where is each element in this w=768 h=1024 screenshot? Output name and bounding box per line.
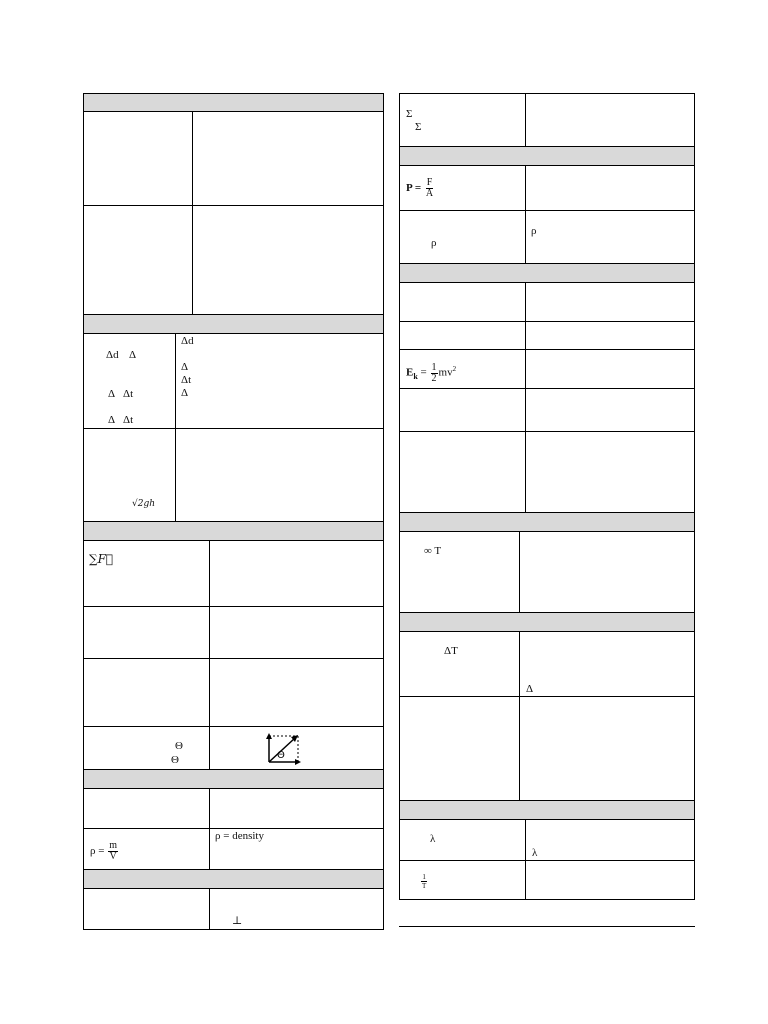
row-label-cell [400, 389, 526, 431]
section-header-waves [399, 801, 695, 820]
delta-symbol: Δ [108, 388, 116, 400]
delta-d-symbol: Δd [106, 349, 119, 361]
delta-t-symbol: Δt [181, 374, 192, 386]
table-row [399, 166, 695, 211]
row-content-cell [526, 94, 694, 146]
table-row [83, 429, 384, 522]
fraction-m-over-v [108, 841, 118, 862]
row-content-cell [526, 820, 694, 860]
rho-symbol: ρ [531, 225, 537, 237]
row-label-cell [84, 541, 210, 606]
table-row [83, 206, 384, 315]
table-row [83, 334, 384, 429]
squared-exponent: 2 [452, 365, 457, 373]
row-content-cell [526, 322, 694, 349]
table-row [83, 659, 384, 727]
row-label-cell [84, 429, 176, 521]
table-row [83, 889, 384, 930]
bottom-rule [399, 926, 695, 927]
row-label-cell [84, 607, 210, 658]
table-row [399, 283, 695, 322]
table-row [83, 607, 384, 659]
row-label-cell [84, 659, 210, 726]
row-label-cell [84, 889, 210, 929]
row-content-cell [210, 541, 383, 606]
delta-symbol: Δ [181, 361, 189, 373]
section-header-pressure [399, 147, 695, 166]
table-row [399, 820, 695, 861]
pressure-equals: P = [406, 182, 422, 195]
table-row [399, 532, 695, 613]
perpendicular-symbol: ⊥ [232, 915, 243, 927]
section-header-1 [83, 93, 384, 112]
proportional-t: ∞ T [424, 545, 442, 557]
row-label-cell [400, 322, 526, 349]
delta-d-symbol: Δd [181, 335, 194, 347]
table-row [83, 727, 384, 770]
section-header-density [83, 770, 384, 789]
left-column [83, 93, 384, 930]
row-label-cell [84, 334, 176, 428]
fraction-one-over-t [421, 873, 427, 890]
row-content-cell [526, 389, 694, 431]
period-symbol: T [422, 882, 427, 890]
delta-t-symbol: Δt [123, 414, 134, 426]
ek-symbol: E [406, 366, 414, 379]
row-content-cell [526, 861, 694, 899]
row-label-cell [400, 861, 526, 899]
row-content-cell [526, 166, 694, 210]
lambda-symbol: λ [430, 833, 436, 845]
section-header-last [83, 870, 384, 889]
table-row [83, 829, 384, 870]
row-content-cell [520, 697, 694, 800]
row-content-cell [526, 211, 694, 263]
density-note: ρ = density [215, 830, 264, 842]
section-header-gas [399, 513, 695, 532]
row-content-cell [526, 283, 694, 321]
row-label-cell [400, 697, 520, 800]
vector-components-diagram [263, 732, 303, 766]
row-label-cell [84, 829, 210, 869]
force-symbol: F [426, 177, 433, 188]
row-content-cell [210, 727, 383, 769]
right-column [399, 93, 695, 900]
row-content-cell [210, 829, 383, 869]
row-label-cell [84, 112, 193, 205]
section-header-dynamics [83, 522, 384, 541]
row-content-cell [526, 350, 694, 388]
sqrt-2gh-formula: √2gh [132, 499, 156, 509]
section-header-kinematics [83, 315, 384, 334]
row-content-cell [176, 429, 383, 521]
row-content-cell [520, 532, 694, 612]
numerator-one: 1 [422, 873, 426, 881]
sigma-symbol: Σ [406, 108, 413, 120]
rho-equals: ρ = [90, 845, 105, 858]
row-label-cell [400, 166, 526, 210]
fraction-one-half [431, 363, 438, 384]
table-row [83, 541, 384, 607]
row-label-cell [400, 94, 526, 146]
row-label-cell [84, 789, 210, 828]
delta-symbol: Δ [526, 683, 534, 695]
mass-symbol: m [109, 840, 117, 851]
delta-symbol: Δ [129, 349, 137, 361]
kinetic-energy-formula [406, 362, 456, 384]
numerator-one: 1 [431, 361, 437, 373]
row-content-cell [193, 206, 383, 314]
delta-t-symbol: Δt [123, 388, 134, 400]
table-row [399, 861, 695, 900]
row-content-cell [210, 789, 383, 828]
theta-label: Θ [277, 750, 285, 761]
table-row [399, 211, 695, 264]
row-label-cell [400, 820, 526, 860]
rho-symbol: ρ [431, 237, 437, 249]
row-label-cell [400, 432, 526, 512]
table-row [399, 350, 695, 389]
table-row [399, 432, 695, 513]
theta-symbol: Θ [171, 754, 179, 766]
row-label-cell [400, 350, 526, 388]
sum-force-formula: ∑F⃗ [89, 552, 114, 566]
table-row [83, 112, 384, 206]
row-content-cell [520, 632, 694, 696]
table-row [399, 632, 695, 697]
row-label-cell [400, 632, 520, 696]
section-header-heat [399, 613, 695, 632]
row-label-cell [400, 283, 526, 321]
theta-symbol: Θ [175, 740, 183, 752]
row-content-cell [176, 334, 383, 428]
row-label-cell [400, 211, 526, 263]
row-label-cell [400, 532, 520, 612]
row-content-cell [193, 112, 383, 205]
row-content-cell [526, 432, 694, 512]
denominator-two: 2 [431, 372, 437, 384]
row-content-cell [210, 889, 383, 929]
row-label-cell [84, 206, 193, 314]
table-row [399, 697, 695, 801]
row-label-cell [84, 727, 210, 769]
one-over-t-formula [420, 873, 428, 890]
row-content-cell [210, 659, 383, 726]
lambda-symbol: λ [532, 847, 538, 859]
delta-symbol: Δ [108, 414, 116, 426]
density-formula [90, 841, 119, 862]
mv-symbol: mv [438, 366, 453, 379]
row-content-cell [210, 607, 383, 658]
pressure-formula [406, 178, 435, 199]
section-header-energy [399, 264, 695, 283]
table-row [399, 389, 695, 432]
table-row [399, 93, 695, 147]
sigma-symbol: Σ [415, 121, 422, 133]
area-symbol: A [425, 188, 434, 199]
table-row [83, 789, 384, 829]
equals-sign: = [420, 366, 427, 379]
volume-symbol: V [109, 851, 117, 862]
fraction-f-over-a [425, 178, 434, 199]
delta-t-symbol: ΔT [444, 645, 458, 657]
ek-subscript: k [413, 371, 418, 381]
table-row [399, 322, 695, 350]
delta-symbol: Δ [181, 387, 189, 399]
